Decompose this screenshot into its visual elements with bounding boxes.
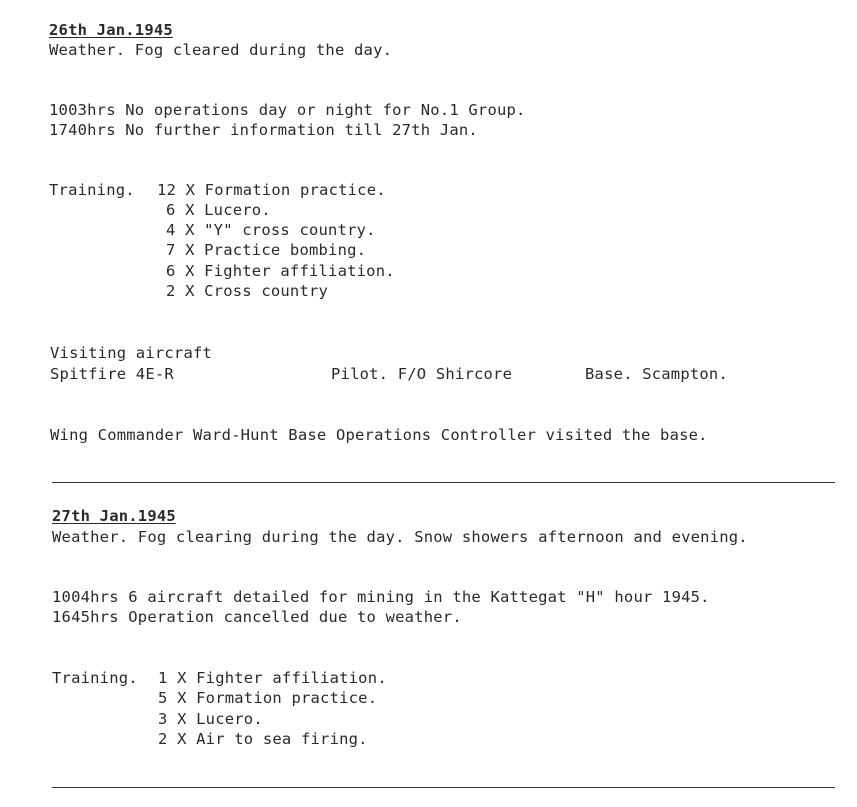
training-item: 5 X Formation practice. xyxy=(158,689,378,707)
training-item: 4 X "Y" cross country. xyxy=(166,221,376,239)
entry-date-heading: 26th Jan.1945 xyxy=(49,21,173,39)
training-item: 6 X Lucero. xyxy=(166,201,271,219)
visiting-pilot: Pilot. F/O Shircore xyxy=(331,365,513,383)
log-line: 1740hrs No further information till 27th Jan. xyxy=(49,121,478,139)
note-line: Wing Commander Ward-Hunt Base Operations Controller visited the base. xyxy=(50,426,708,444)
training-item: 12 X Formation practice. xyxy=(157,181,386,199)
training-label: Training. xyxy=(49,181,135,199)
section-divider xyxy=(52,787,835,788)
training-item: 2 X Air to sea firing. xyxy=(158,730,368,748)
log-line: 1004hrs 6 aircraft detailed for mining in the Kattegat "H" hour 1945. xyxy=(52,588,710,606)
log-line: 1003hrs No operations day or night for No.1 Group. xyxy=(49,101,526,119)
visiting-base: Base. Scampton. xyxy=(585,365,728,383)
weather-line: Weather. Fog clearing during the day. Snow showers afternoon and evening. xyxy=(52,528,748,546)
training-item: 7 X Practice bombing. xyxy=(166,241,367,259)
training-item: 2 X Cross country xyxy=(166,282,329,300)
section-divider xyxy=(52,482,835,483)
entry-date-heading: 27th Jan.1945 xyxy=(52,507,176,525)
log-line: 1645hrs Operation cancelled due to weather. xyxy=(52,608,462,626)
visiting-aircraft: Spitfire 4E-R xyxy=(50,365,174,383)
training-label: Training. xyxy=(52,669,138,687)
weather-line: Weather. Fog cleared during the day. xyxy=(49,41,393,59)
visiting-heading: Visiting aircraft xyxy=(50,344,213,362)
training-item: 6 X Fighter affiliation. xyxy=(166,262,395,280)
training-item: 1 X Fighter affiliation. xyxy=(158,669,387,687)
training-item: 3 X Lucero. xyxy=(158,710,263,728)
